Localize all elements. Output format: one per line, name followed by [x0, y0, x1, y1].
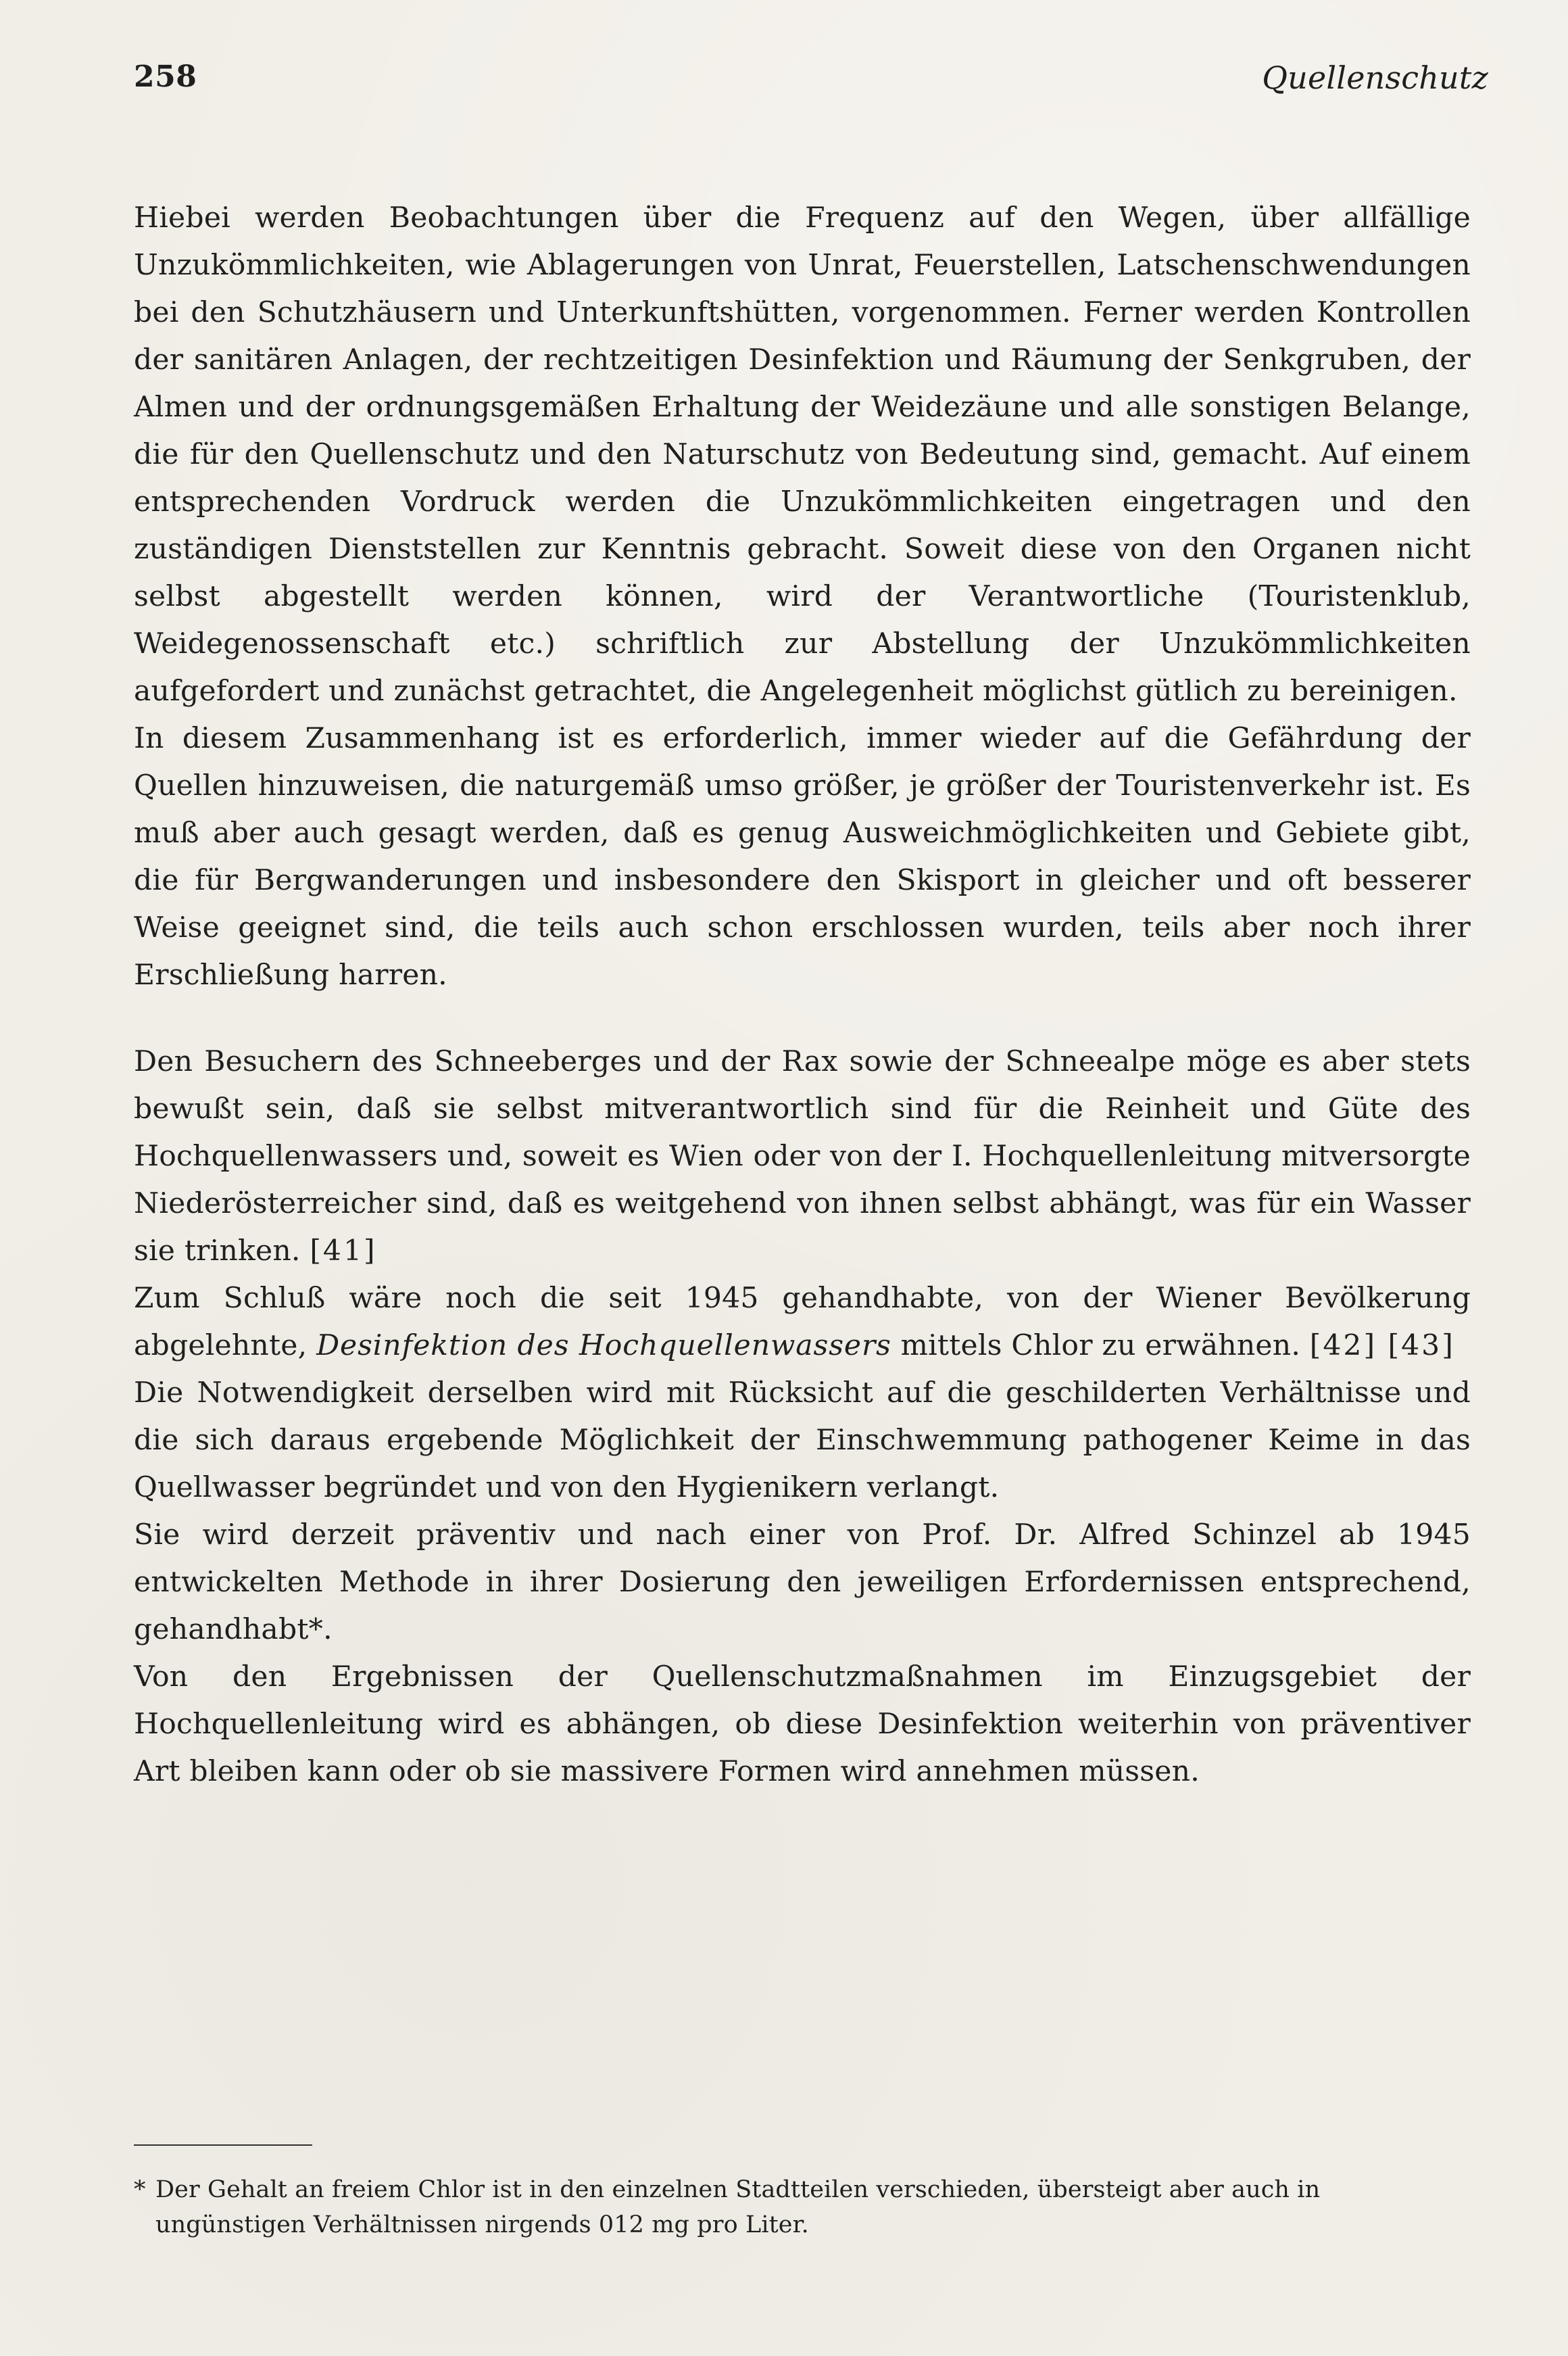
paragraph-tourism-risk: In diesem Zusammenhang ist es erforderlich, immer wieder auf die Gefährdung der Quellen hinzuweisen, die naturgemäß umso größer, je größer der Touristenverkehr ist. Es muß aber auch gesagt werden, daß es genug Ausweichmöglichkeiten und Gebiete gibt, die für Bergwanderungen und insbesondere den Skisport in gleicher und oft besserer Weise geeignet sind, die teils auch schon erschlossen wurden, teils aber noch ihrer Erschließung harren. [134, 722, 1471, 992]
citation-reference: [41] [310, 1234, 377, 1268]
page-number: 258 [134, 59, 197, 94]
paragraph-method: Sie wird derzeit präventiv und nach einer von Prof. Dr. Alfred Schinzel ab 1945 entwickelten Methode in ihrer Dosierung den jeweiligen Erfordernissen entsprechend, gehandhabt*. [134, 1518, 1471, 1646]
page-header [134, 59, 1488, 100]
main-text [134, 195, 1471, 1796]
footnote-text-line-1: Der Gehalt an freiem Chlor ist in den einzelnen Stadtteilen verschieden, übersteigt aber auch in [155, 2176, 1321, 2203]
footnote-mark: * [134, 2176, 146, 2203]
paragraph-text: Den Besuchern des Schneeberges und der Rax sowie der Schneealpe möge es aber stets bewußt sein, daß sie selbst mitverantwortlich sind für die Reinheit und Güte des Hochquellenwassers und, soweit es Wien oder von der I. Hochquellenleitung mitversorgte Niederösterreicher sind, daß es weitgehend von ihnen selbst abhängt, was für ein Wasser sie trinken. [134, 1045, 1471, 1268]
footnote-line-1 [134, 2172, 1486, 2207]
paragraph-visitor-responsibility [134, 1038, 1471, 1275]
paragraph-inspections: Hiebei werden Beobachtungen über die Frequenz auf den Wegen, über allfällige Unzukömmlichkeiten, wie Ablagerungen von Unrat, Feuerstellen, Latschenschwendungen bei den Schutzhäusern und Unterkunftshütten, vorgenommen. Ferner werden Kontrollen der sanitären Anlagen, der rechtzeitigen Desinfektion und Räumung der Senkgruben, der Almen und der ordnungsgemäßen Erhaltung der Weidezäune und alle sonstigen Belange, die für den Quellenschutz und den Naturschutz von Bedeutung sind, gemacht. Auf einem entsprechenden Vordruck werden die Unzukömmlichkeiten eingetragen und den zuständigen Dienststellen zur Kenntnis gebracht. Soweit diese von den Organen nicht selbst abgestellt werden können, wird der Verantwortliche (Touristenklub, Weidegenossenschaft etc.) schriftlich zur Abstellung der Unzukömmlichkeiten aufgefordert und zunächst getrachtet, die Angelegenheit möglichst gütlich zu bereinigen. [134, 201, 1471, 708]
footnote [134, 2172, 1486, 2242]
paragraph-chlorination [134, 1275, 1471, 1370]
paragraph-necessity: Die Notwendigkeit derselben wird mit Rücksicht auf die geschilderten Verhältnisse und die sich daraus ergebende Möglichkeit der Einschwemmung pathogener Keime in das Quellwasser begründet und von den Hygienikern verlangt. [134, 1376, 1471, 1504]
citation-reference: [42] [43] [1309, 1329, 1455, 1362]
footnote-divider [134, 2144, 312, 2146]
italic-topic: Desinfektion des Hochquellenwassers [316, 1329, 891, 1362]
footnote-text-line-2: ungünstigen Verhältnissen nirgends 012 mg pro Liter. [155, 2211, 809, 2238]
paragraph-text-after-italic: mittels Chlor zu erwähnen. [900, 1329, 1301, 1362]
paragraph-outlook: Von den Ergebnissen der Quellenschutzmaßnahmen im Einzugsgebiet der Hochquellenleitung wird es abhängen, ob diese Desinfektion weiterhin von präventiver Art bleiben kann oder ob sie massivere Formen wird annehmen müssen. [134, 1660, 1471, 1788]
running-title: Quellenschutz [1262, 59, 1488, 96]
paragraph-text-before-italic: Zum Schluß wäre noch die seit 1945 gehandhabte, von der Wiener Bevölkerung abgelehnte, [134, 1282, 1471, 1362]
